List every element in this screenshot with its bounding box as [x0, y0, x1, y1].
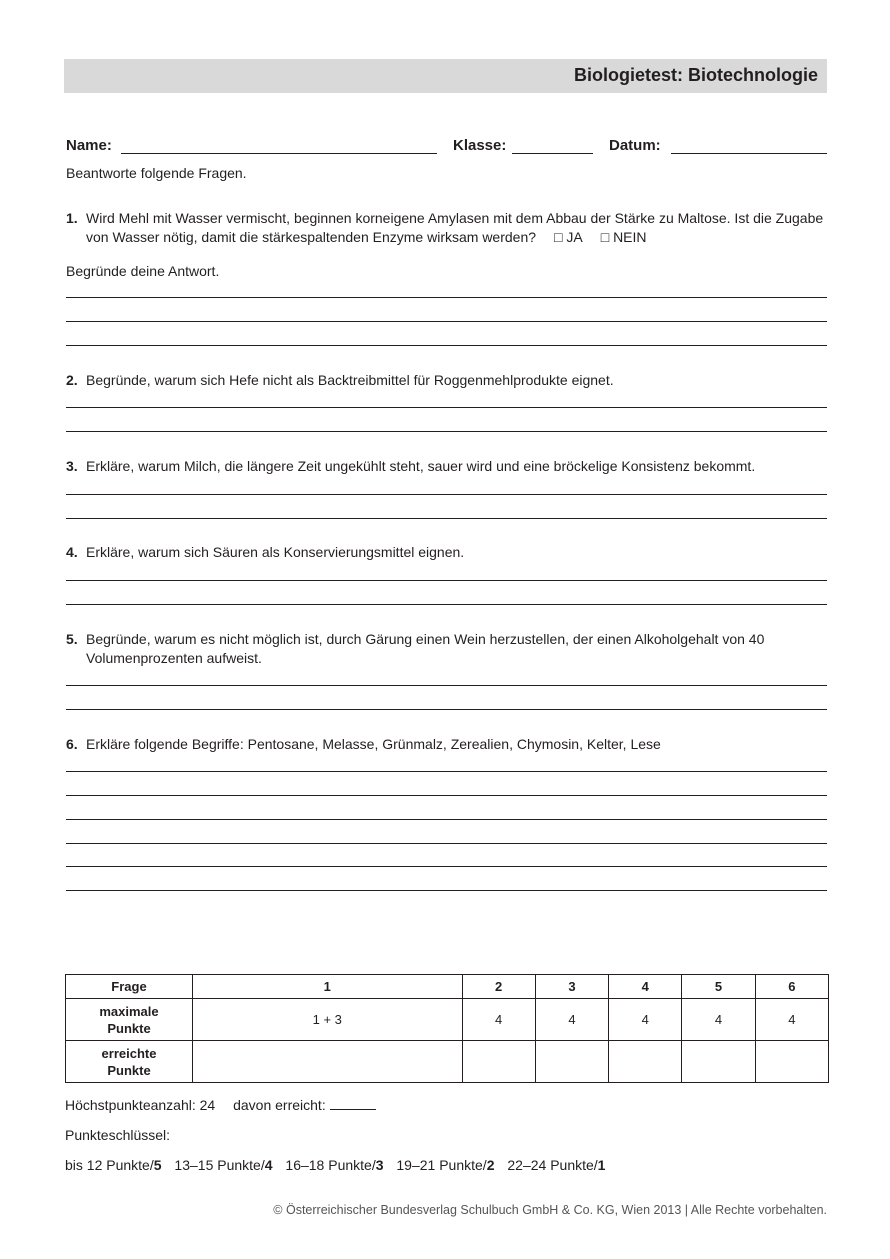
question-text: Erkläre, warum Milch, die längere Zeit ungekühlt steht, sauer wird und eine bröckelige Konsistenz bekommt.: [86, 458, 756, 474]
option-yes-checkbox[interactable]: □ JA: [554, 229, 583, 245]
question-text: Erkläre, warum sich Säuren als Konservierungsmittel eignen.: [86, 544, 465, 560]
score-input-cell[interactable]: [193, 1041, 463, 1083]
grade-entry: 16–18 Punkte/3: [285, 1157, 384, 1173]
table-header-cell: 1: [193, 975, 463, 999]
table-header-cell: 6: [755, 975, 828, 999]
row-label-achieved: [66, 1041, 193, 1083]
answer-line[interactable]: [66, 518, 827, 519]
answer-line[interactable]: [66, 771, 827, 772]
question-number: 3.: [66, 458, 78, 474]
grade-entry: bis 12 Punkte/5: [65, 1157, 162, 1173]
date-field[interactable]: [671, 153, 827, 154]
answer-line[interactable]: [66, 685, 827, 686]
row-label-line: Punkte: [107, 1020, 151, 1036]
table-row: [66, 975, 829, 999]
answer-line[interactable]: [66, 297, 827, 298]
score-input-cell[interactable]: [755, 1041, 828, 1083]
question-text: Begründe, warum es nicht möglich ist, durch Gärung einen Wein herzustellen, der einen Alkoholgehalt von 40 Volumenprozenten aufweist.: [86, 631, 765, 666]
table-cell: 4: [535, 999, 608, 1041]
question-number: 5.: [66, 631, 78, 647]
followup-text: Begründe deine Antwort.: [66, 263, 220, 279]
question-6: [66, 735, 836, 754]
table-header-cell: 5: [682, 975, 755, 999]
question-text: Begründe, warum sich Hefe nicht als Backtreibmittel für Roggenmehlprodukte eignet.: [86, 372, 614, 388]
answer-line[interactable]: [66, 580, 827, 581]
answer-line[interactable]: [66, 604, 827, 605]
row-label-line: maximale: [99, 1003, 159, 1019]
table-header-cell: 2: [462, 975, 535, 999]
key-title: Punkteschlüssel:: [65, 1127, 171, 1143]
grading-key: [65, 1157, 614, 1173]
row-label-line: Punkte: [107, 1062, 151, 1078]
table-row: [66, 1041, 829, 1083]
option-no-checkbox[interactable]: □ NEIN: [600, 229, 647, 245]
grade-entry: 19–21 Punkte/2: [396, 1157, 495, 1173]
answer-line[interactable]: [66, 843, 827, 844]
class-field[interactable]: [512, 153, 593, 154]
question-4: [66, 543, 836, 562]
question-text: Wird Mehl mit Wasser vermischt, beginnen korneigene Amylasen mit dem Abbau der Stärke zu Maltose. Ist die Zugabe von Wasser nötig, damit die stärkespaltenden Enzyme wirksam werden?: [86, 210, 824, 245]
table-cell: 4: [682, 999, 755, 1041]
question-3: [66, 457, 836, 476]
grade-entry: 22–24 Punkte/1: [507, 1157, 606, 1173]
score-input-cell[interactable]: [682, 1041, 755, 1083]
question-number: 1.: [66, 210, 78, 226]
class-label: Klasse:: [453, 137, 507, 154]
question-1: [66, 209, 836, 247]
question-number: 4.: [66, 544, 78, 560]
table-header-cell: 3: [535, 975, 608, 999]
name-label: Name:: [66, 137, 112, 154]
max-points-text: Höchstpunkteanzahl: 24: [65, 1097, 216, 1113]
grade-entry: 13–15 Punkte/4: [174, 1157, 273, 1173]
score-input-cell[interactable]: [462, 1041, 535, 1083]
question-5: [66, 630, 766, 668]
totals-line: [65, 1097, 376, 1113]
table-header-cell: 4: [609, 975, 682, 999]
row-label-max: [66, 999, 193, 1041]
instruction-text: Beantworte folgende Fragen.: [66, 165, 247, 181]
answer-line[interactable]: [66, 407, 827, 408]
table-row: [66, 999, 829, 1041]
achieved-label: davon erreicht:: [233, 1097, 326, 1113]
date-label: Datum:: [609, 137, 661, 154]
answer-line[interactable]: [66, 431, 827, 432]
copyright-footer: © Österreichischer Bundesverlag Schulbuch GmbH & Co. KG, Wien 2013 | Alle Rechte vorbehalten.: [273, 1203, 827, 1217]
score-input-cell[interactable]: [609, 1041, 682, 1083]
table-cell: 4: [755, 999, 828, 1041]
table-cell: 4: [609, 999, 682, 1041]
answer-line[interactable]: [66, 890, 827, 891]
title-bar: [64, 59, 827, 93]
answer-line[interactable]: [66, 345, 827, 346]
answer-line[interactable]: [66, 795, 827, 796]
answer-line[interactable]: [66, 709, 827, 710]
score-input-cell[interactable]: [535, 1041, 608, 1083]
answer-line[interactable]: [66, 866, 827, 867]
question-2: [66, 371, 836, 390]
question-text: Erkläre folgende Begriffe: Pentosane, Melasse, Grünmalz, Zerealien, Chymosin, Kelter, Lese: [86, 736, 661, 752]
question-1-followup: [66, 262, 836, 281]
table-cell: 4: [462, 999, 535, 1041]
question-number: 2.: [66, 372, 78, 388]
answer-line[interactable]: [66, 321, 827, 322]
page-title: Biologietest: Biotechnologie: [573, 65, 818, 85]
row-label-line: erreichte: [101, 1045, 157, 1061]
table-cell: 1 + 3: [193, 999, 463, 1041]
answer-line[interactable]: [66, 819, 827, 820]
score-table: [65, 974, 829, 1083]
achieved-field[interactable]: [330, 1098, 376, 1110]
question-number: 6.: [66, 736, 78, 752]
name-field[interactable]: [121, 153, 437, 154]
table-header-cell: Frage: [66, 975, 193, 999]
answer-line[interactable]: [66, 494, 827, 495]
